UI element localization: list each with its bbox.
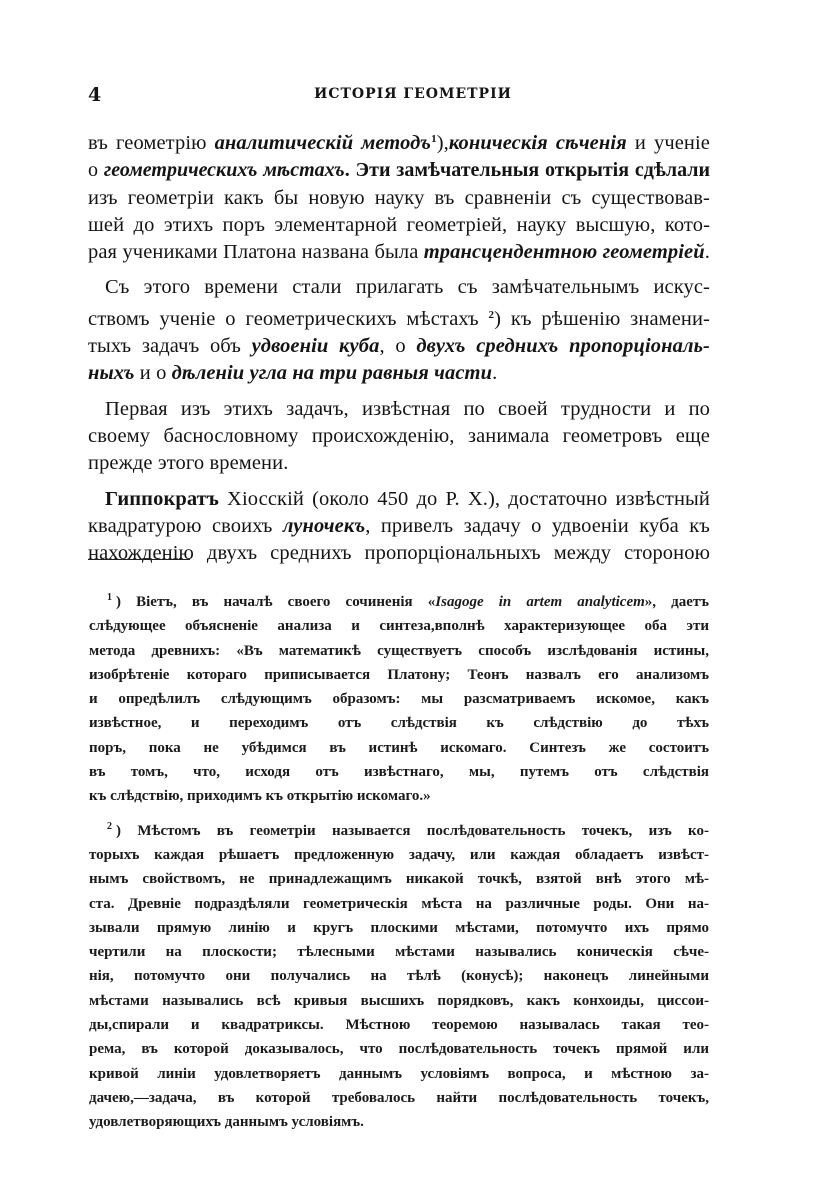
running-title: ИСТОРІЯ ГЕОМЕТРІИ [314,86,512,102]
footnote-1 [89,586,709,809]
text-line: изъ геометріи какъ бы новую науку въ сравненіи съ существовав- [88,186,710,209]
page-number: 4 [88,84,102,106]
footnote-mark: 1 [107,592,112,603]
text-line: въ геометрію аналитическій методъ$^1$),коническія сѣченія и ученіе [88,132,710,154]
footnote-line: рема, въ которой доказывалось, что послѣдовательность точекъ прямой или [89,1041,709,1058]
text-line: ствомъ ученіе о геометрическихъ мѣстахъ $^2$) къ рѣшенію знамени- [88,307,710,330]
footnote-line: метода древнихъ: «Въ математикѣ существуетъ способъ изслѣдованія истины, [89,642,709,659]
footnote-2 [89,815,709,1135]
text-line: своему баснословному происхожденію, занимала геометровъ еще [88,424,710,447]
text-line: о геометрическихъ мѣстахъ. Эти замѣчательныя открытія сдѣлали [88,159,711,182]
footnote-line: въ томъ, что, исходя отъ извѣстнаго, мы, путемъ отъ слѣдствія [89,764,709,781]
main-text [88,126,710,567]
footnote-line: къ слѣдствію, приходимъ къ открытію искомаго.» [89,788,431,805]
footnote-line: кривой линіи удовлетворяетъ даннымъ условіямъ вопроса, и мѣстною за- [89,1065,709,1082]
text-line: тыхъ задачъ объ удвоеніи куба, о двухъ среднихъ пропорціональ- [88,335,710,358]
text-line: квадратурою своихъ луночекъ, привелъ задачу о удвоеніи куба къ [88,514,710,537]
text-line: прежде этого времени. [88,452,289,475]
footnote-line: ста. Древніе подраздѣляли геометрическія мѣста на различные роды. Они на- [89,895,709,912]
footnote-line: нія, потомучто они получались на тѣлѣ (конусѣ); наконецъ линейными [89,968,709,985]
footnote-line: нымъ свойствомъ, не принадлежащимъ никакой точкѣ, взятой внѣ этого мѣ- [89,871,709,888]
footnote-line: $^1$ ) Віетъ, въ началѣ своего сочиненія «Isagoge in artem analyticem», даетъ [107,592,710,610]
footnote-line: извѣстное, и переходимъ отъ слѣдствія къ слѣдствію до тѣхъ [89,715,709,732]
text-line: ныхъ и о дѣленіи угла на три равныя части. [88,362,498,385]
footnote-ref-2[interactable]: 2 [488,308,495,321]
footnote-separator [88,559,190,560]
paragraph-2 [88,274,710,387]
paragraph-3 [88,396,710,478]
text-line: Съ этого времени стали прилагать съ замѣчательнымъ искус- [105,276,710,299]
footnote-line: слѣдующее объясненіе анализа и синтеза,вполнѣ характеризующее оба эти [89,618,709,635]
footnote-ref-1[interactable]: 1 [431,133,437,145]
footnote-line: торыхъ каждая рѣшаетъ предложенную задачу, или каждая обладаетъ извѣст- [89,846,709,863]
text-line: Первая изъ этихъ задачъ, извѣстная по своей трудности и по [105,397,710,420]
footnote-line: дачею,—задача, въ которой требовалось найти послѣдовательность точекъ, [89,1089,709,1106]
text-line: Гиппократъ Хіосскій (около 450 до Р. Х.), достаточно извѣстный [105,487,710,510]
text-line: шей до этихъ поръ элементарной геометріей, науку высшую, кото- [88,213,710,236]
footnote-line: удовлетворяющихъ даннымъ условіямъ. [89,1114,364,1131]
footnote-line: мѣстами назывались всѣ кривыя высшихъ порядковъ, какъ конхоиды, циссои- [89,992,709,1009]
text-line: рая учениками Платона названа была трансцендентною геометріей. [88,241,710,264]
footnote-line: $^2$ ) Мѣстомъ въ геометріи называется послѣдовательность точекъ, изъ ко- [107,820,709,839]
footnote-line: зывали прямую линію и кругъ плоскими мѣстами, потомучто ихъ прямо [89,919,709,936]
footnote-mark: 2 [107,820,112,832]
page-header [88,84,708,108]
footnote-line: ды,спирали и квадратриксы. Мѣстною теоремою называлась такая тео- [89,1017,709,1034]
text-line: нахожденію двухъ среднихъ пропорціональныхъ между стороною [88,542,710,565]
footnote-line: и опредѣлилъ слѣдующимъ образомъ: мы разсматриваемъ искомое, какъ [89,691,709,708]
footnotes [89,586,709,1135]
footnote-line: поръ, пока не убѣдимся въ истинѣ искомаго. Синтезъ же состоитъ [89,739,709,756]
paragraph-1 [88,126,710,266]
footnote-line: изобрѣтеніе котораго приписывается Платону; Теонъ назвалъ его анализомъ [89,666,709,683]
paragraph-4 [88,486,710,568]
footnote-line: чертили на плоскости; тѣлесными мѣстами назывались коническія сѣче- [89,944,709,961]
